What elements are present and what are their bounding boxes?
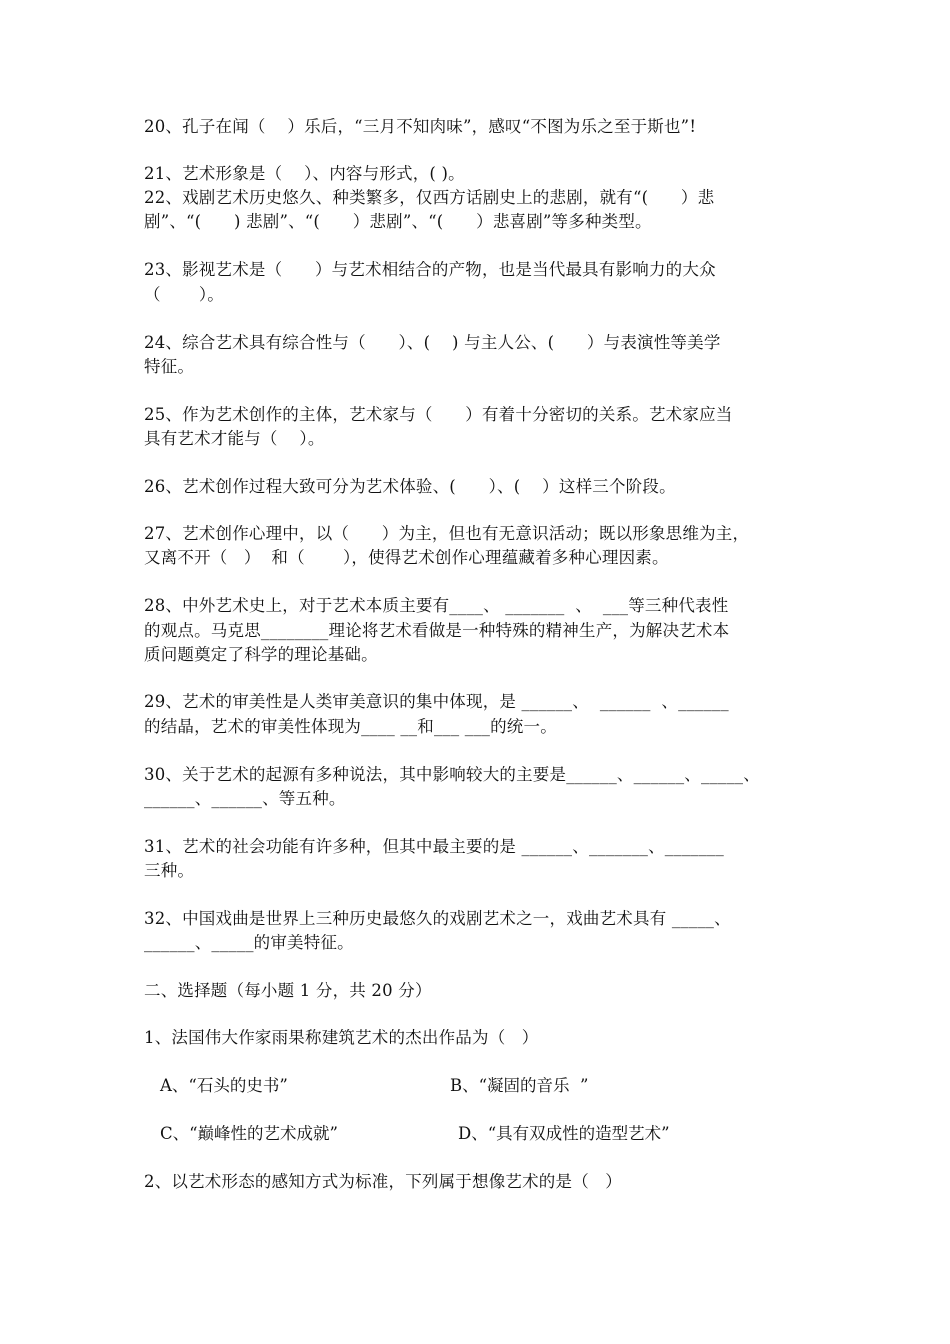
- question-21-line-1: 21、艺术形象是（ ）、内容与形式，( )。: [144, 164, 465, 183]
- mc-question-1-option-c: C、“巅峰性的艺术成就”: [160, 1124, 338, 1143]
- question-28-line-2: 的观点。马克思________理论将艺术看做是一种特殊的精神生产，为解决艺术本: [144, 621, 730, 640]
- mc-question-1-option-b: B、“凝固的音乐 ”: [450, 1076, 589, 1095]
- question-22-line-2: 剧”、“( ) 悲剧”、“( ）悲剧”、“( ）悲喜剧”等多种类型。: [144, 212, 652, 231]
- mc-question-1-option-d: D、“具有双成性的造型艺术”: [458, 1124, 670, 1143]
- question-23-line-2: （ ）。: [144, 285, 224, 304]
- question-30-line-1: 30、关于艺术的起源有多种说法，其中影响较大的主要是______、______、_____、: [144, 765, 760, 784]
- question-31-line-1: 31、艺术的社会功能有许多种，但其中最主要的是 ______、_______、_______: [144, 837, 724, 856]
- question-27-line-1: 27、艺术创作心理中，以（ ）为主，但也有无意识活动；既以形象思维为主，: [144, 524, 750, 543]
- question-32-line-2: ______、_____的审美特征。: [144, 933, 354, 952]
- mc-question-1-stem: 1、法国伟大作家雨果称建筑艺术的杰出作品为（ ）: [144, 1028, 539, 1047]
- question-29-line-1: 29、艺术的审美性是人类审美意识的集中体现，是 ______、 ______ 、______: [144, 692, 729, 711]
- question-28-line-3: 质问题奠定了科学的理论基础。: [144, 645, 378, 664]
- question-22-line-1: 22、戏剧艺术历史悠久、种类繁多，仅西方话剧史上的悲剧，就有“( ）悲: [144, 188, 715, 207]
- mc-question-2-stem: 2、以艺术形态的感知方式为标准，下列属于想像艺术的是（ ）: [144, 1172, 622, 1191]
- question-20-line-1: 20、孔子在闻（ ）乐后，“三月不知肉味”，感叹“不图为乐之至于斯也”!: [144, 117, 697, 136]
- section-heading: 二、选择题（每小题 1 分，共 20 分）: [144, 981, 432, 1000]
- question-27-line-2: 又离不开（ ） 和（ ），使得艺术创作心理蕴藏着多种心理因素。: [144, 548, 669, 567]
- question-25-line-2: 具有艺术才能与（ ）。: [144, 429, 325, 448]
- question-24-line-1: 24、综合艺术具有综合性与（ ）、( ) 与主人公、( ）与表演性等美学: [144, 333, 721, 352]
- question-30-line-2: ______、______、等五种。: [144, 789, 346, 808]
- mc-question-1-option-a: A、“石头的史书”: [160, 1076, 288, 1095]
- question-28-line-1: 28、中外艺术史上，对于艺术本质主要有____、 _______ 、 ___等三种代表性: [144, 596, 729, 615]
- question-31-line-2: 三种。: [144, 861, 195, 880]
- question-23-line-1: 23、影视艺术是（ ）与艺术相结合的产物，也是当代最具有影响力的大众: [144, 260, 716, 279]
- question-29-line-2: 的结晶，艺术的审美性体现为____ __和___ ___的统一。: [144, 717, 557, 736]
- question-25-line-1: 25、作为艺术创作的主体，艺术家与（ ）有着十分密切的关系。艺术家应当: [144, 405, 733, 424]
- question-24-line-2: 特征。: [144, 357, 195, 376]
- question-26-line-1: 26、艺术创作过程大致可分为艺术体验、( ）、( ）这样三个阶段。: [144, 477, 676, 496]
- question-32-line-1: 32、中国戏曲是世界上三种历史最悠久的戏剧艺术之一，戏曲艺术具有 _____、: [144, 909, 731, 928]
